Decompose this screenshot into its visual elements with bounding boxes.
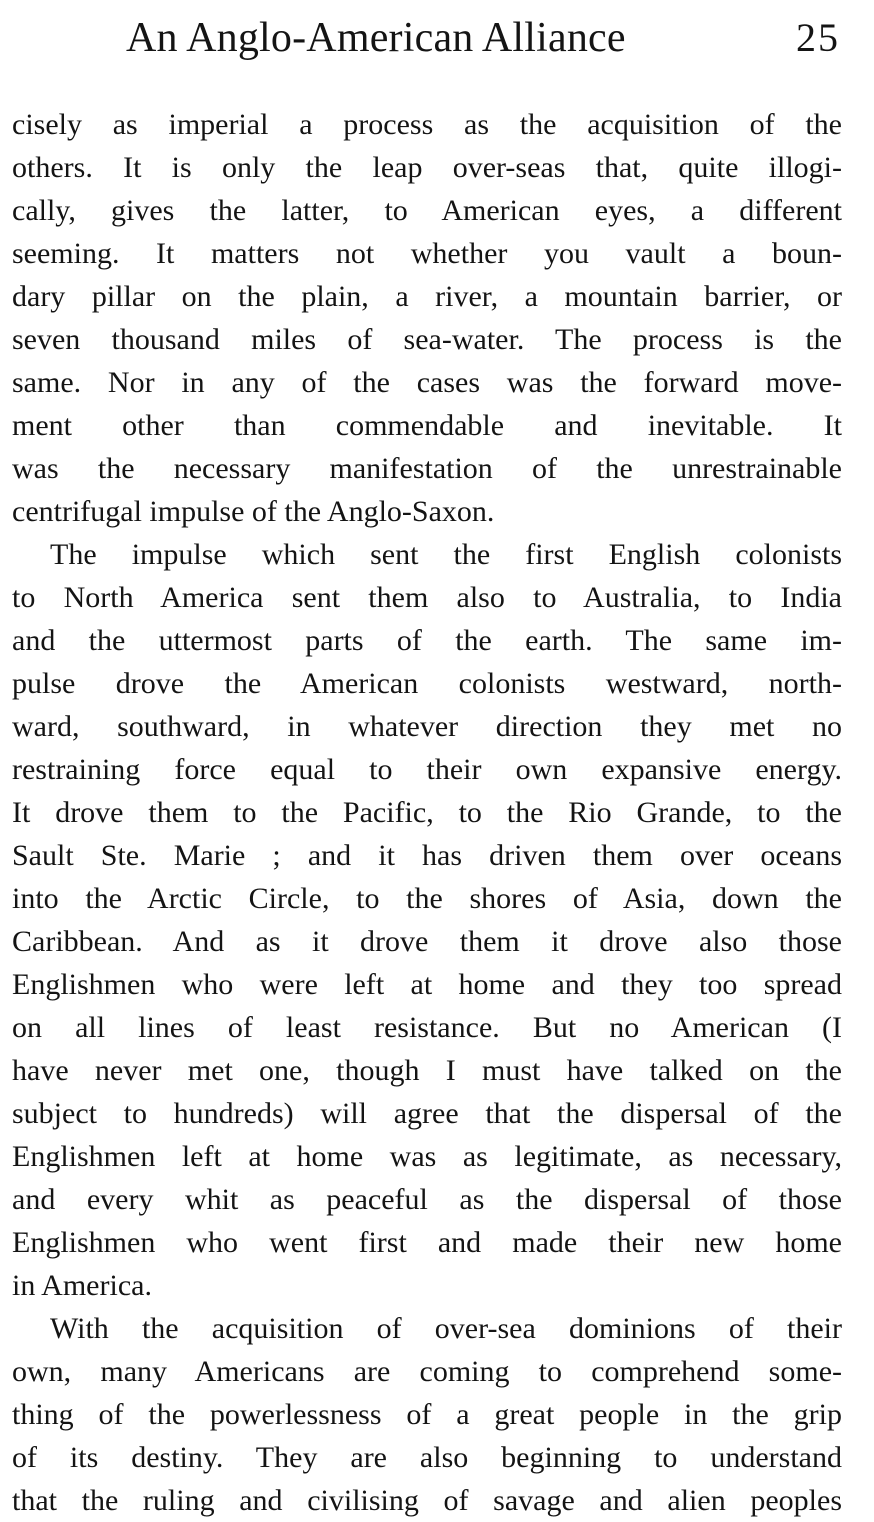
- text-line: ment other than commendable and inevitable. It: [12, 409, 842, 442]
- page-number: 25: [796, 15, 840, 60]
- body-text: [12, 103, 842, 1522]
- text-line: of its destiny. They are also beginning to understand: [12, 1441, 842, 1474]
- text-line: same. Nor in any of the cases was the forward move-: [12, 366, 842, 399]
- text-line: and every whit as peaceful as the dispersal of those: [12, 1183, 842, 1216]
- text-line: seven thousand miles of sea-water. The process is the: [12, 323, 842, 356]
- page-header: [0, 10, 874, 66]
- text-line: ward, southward, in whatever direction they met no: [12, 710, 842, 743]
- text-line: Englishmen left at home was as legitimate, as necessary,: [12, 1140, 842, 1173]
- text-line: Englishmen who were left at home and they too spread: [12, 968, 842, 1001]
- text-line: pulse drove the American colonists westward, north-: [12, 667, 842, 700]
- text-line: thing of the powerlessness of a great people in the grip: [12, 1398, 842, 1431]
- text-line: subject to hundreds) will agree that the dispersal of the: [12, 1097, 842, 1130]
- text-line: Caribbean. And as it drove them it drove also those: [12, 925, 842, 958]
- text-line: restraining force equal to their own expansive energy.: [12, 753, 842, 786]
- text-line: have never met one, though I must have talked on the: [12, 1054, 842, 1087]
- text-line: cisely as imperial a process as the acquisition of the: [12, 108, 842, 141]
- text-line: The impulse which sent the first English colonists: [50, 538, 842, 571]
- text-line: seeming. It matters not whether you vault a boun-: [12, 237, 842, 270]
- text-line: Englishmen who went first and made their new home: [12, 1226, 842, 1259]
- text-line: cally, gives the latter, to American eyes, a different: [12, 194, 842, 227]
- text-line: that the ruling and civilising of savage and alien peoples: [12, 1484, 842, 1517]
- text-line: With the acquisition of over-sea dominions of their: [50, 1312, 842, 1345]
- text-line: in America.: [12, 1269, 152, 1302]
- text-line: It drove them to the Pacific, to the Rio Grande, to the: [12, 796, 842, 829]
- text-line: and the uttermost parts of the earth. The same im-: [12, 624, 842, 657]
- text-line: into the Arctic Circle, to the shores of Asia, down the: [12, 882, 842, 915]
- text-line: others. It is only the leap over-seas that, quite illogi-: [12, 151, 842, 184]
- running-title: An Anglo-American Alliance: [126, 15, 626, 61]
- text-line: on all lines of least resistance. But no American (I: [12, 1011, 842, 1044]
- text-line: centrifugal impulse of the Anglo-Saxon.: [12, 495, 495, 528]
- text-line: was the necessary manifestation of the unrestrainable: [12, 452, 842, 485]
- text-line: Sault Ste. Marie ; and it has driven them over oceans: [12, 839, 842, 872]
- text-line: dary pillar on the plain, a river, a mountain barrier, or: [12, 280, 842, 313]
- text-line: own, many Americans are coming to comprehend some-: [12, 1355, 842, 1388]
- text-line: to North America sent them also to Australia, to India: [12, 581, 842, 614]
